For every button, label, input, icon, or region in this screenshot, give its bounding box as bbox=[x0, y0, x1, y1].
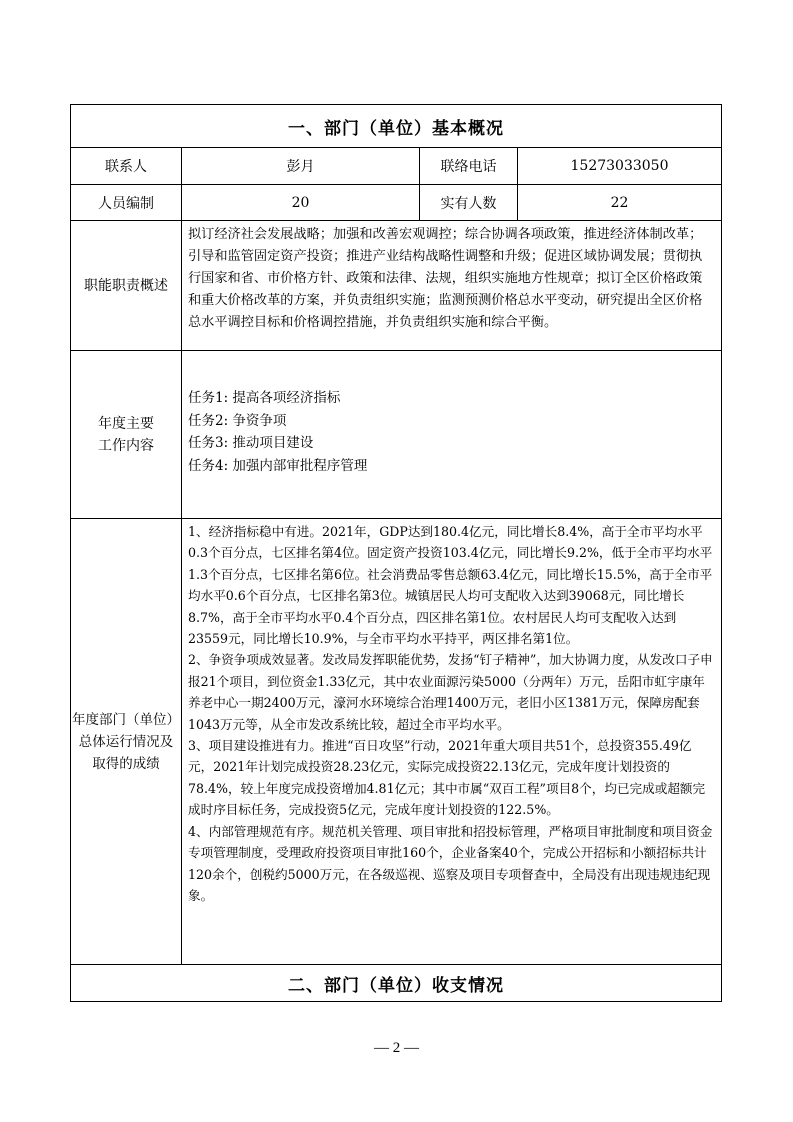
contact-row bbox=[71, 148, 721, 185]
performance-paragraph: 4、内部管理规范有序。规范机关管理、项目审批和招投标管理，严格项目审批制度和项目资金专项管理制度，受理政府投资项目审批160个，企业备案40个，完成公开招标和小额招标共计120余个，创税约5000万元，在各级巡视、巡察及项目专项督查中，全局没有出现违规违纪现象。 bbox=[188, 823, 713, 903]
task-item: 任务4: 加强内部审批程序管理 bbox=[188, 457, 368, 474]
staff-value: 20 bbox=[181, 185, 419, 220]
tasks-label-line1: 年度主要 bbox=[98, 415, 154, 432]
performance-label bbox=[71, 519, 181, 964]
performance-label-line1: 年度部门（单位） bbox=[72, 711, 180, 728]
phone-value: 15273033050 bbox=[517, 148, 721, 184]
tasks-label bbox=[71, 351, 181, 518]
tasks-label-line2: 工作内容 bbox=[98, 437, 154, 454]
actual-value: 22 bbox=[517, 185, 721, 220]
performance-label-line3: 取得的成绩 bbox=[92, 755, 160, 772]
performance-label-line2: 总体运行情况及 bbox=[78, 733, 174, 750]
performance-paragraph: 1、经济指标稳中有进。2021年，GDP达到180.4亿元，同比增长8.4%，高于全市平均水平0.3个百分点，七区排名第4位。固定资产投资103.4亿元，同比增长9.2%，低于全市平均水平1.3个百分点，七区排名第6位。社会消费品零售总额63.4亿元，同比增长15.5%，高于全市平均水平0.6个百分点，七区排名第3位。城镇居民人均可支配收入达到39068元，同比增长8.7%，高于全市平均水平0.4个百分点，四区排名第1位。农村居民人均可支配收入达到23559元，同比增长10.9%，与全市平均水平持平，两区排名第1位。 bbox=[188, 524, 713, 647]
performance-paragraph: 2、争资争项成效显著。发改局发挥职能优势，发扬“钉子精神”，加大协调力度，从发改口子申报21个项目，到位资金1.33亿元，其中农业面源污染5000（分两年）万元，岳阳市虹宇康年养老中心一期2400万元，濠河水环境综合治理1400万元，老旧小区1381万元，保障房配套1043万元等，从全市发改系统比较，超过全市平均水平。 bbox=[188, 652, 713, 732]
duties-text: 拟订经济社会发展战略；加强和改善宏观调控；综合协调各项政策，推进经济体制改革；引导和监管固定资产投资；推进产业结构战略性调整和升级；促进区域协调发展；贯彻执行国家和省、市价格方针、政策和法律、法规，组织实施地方性规章；拟订全区价格政策和重大价格改革的方案，并负责组织实施；监测预测价格总水平变动，研究提出全区价格总水平调控目标和价格调控措施，并负责组织实施和综合平衡。 bbox=[188, 227, 703, 330]
staff-row bbox=[71, 185, 721, 221]
contact-label: 联系人 bbox=[105, 159, 147, 175]
section2-title: 二、部门（单位）收支情况 bbox=[288, 975, 504, 996]
performance-row bbox=[71, 519, 721, 965]
section1-header-row bbox=[71, 105, 721, 148]
staff-label: 人员编制 bbox=[98, 195, 154, 212]
task-item: 任务2: 争资争项 bbox=[188, 412, 287, 429]
task-item: 任务3: 推动项目建设 bbox=[188, 435, 314, 451]
overview-table bbox=[70, 104, 722, 1002]
contact-value: 彭月 bbox=[181, 148, 419, 184]
section2-header-row bbox=[71, 965, 721, 1001]
duties-label: 职能职责概述 bbox=[84, 277, 168, 294]
tasks-row bbox=[71, 351, 721, 519]
duties-row bbox=[71, 221, 721, 351]
phone-label: 联络电话 bbox=[419, 148, 517, 184]
task-item: 任务1: 提高各项经济指标 bbox=[188, 390, 341, 406]
section1-title: 一、部门（单位）基本概况 bbox=[288, 118, 504, 139]
performance-text-cell bbox=[181, 519, 721, 964]
performance-paragraph: 3、项目建设推进有力。推进“百日攻坚”行动，2021年重大项目共51个，总投资355.49亿元，2021年计划完成投资28.23亿元，实际完成投资22.13亿元，完成年度计划投资的78.4%，较上年度完成投资增加4.81亿元；其中市属“双百工程”项目8个，均已完成或超额完成时序目标任务，完成投资5亿元，完成年度计划投资的122.5%。 bbox=[188, 738, 706, 818]
duties-text-cell bbox=[181, 221, 721, 350]
page-number: — 2 — bbox=[374, 1040, 419, 1056]
actual-label: 实有人数 bbox=[419, 185, 517, 220]
tasks-list bbox=[181, 351, 721, 518]
